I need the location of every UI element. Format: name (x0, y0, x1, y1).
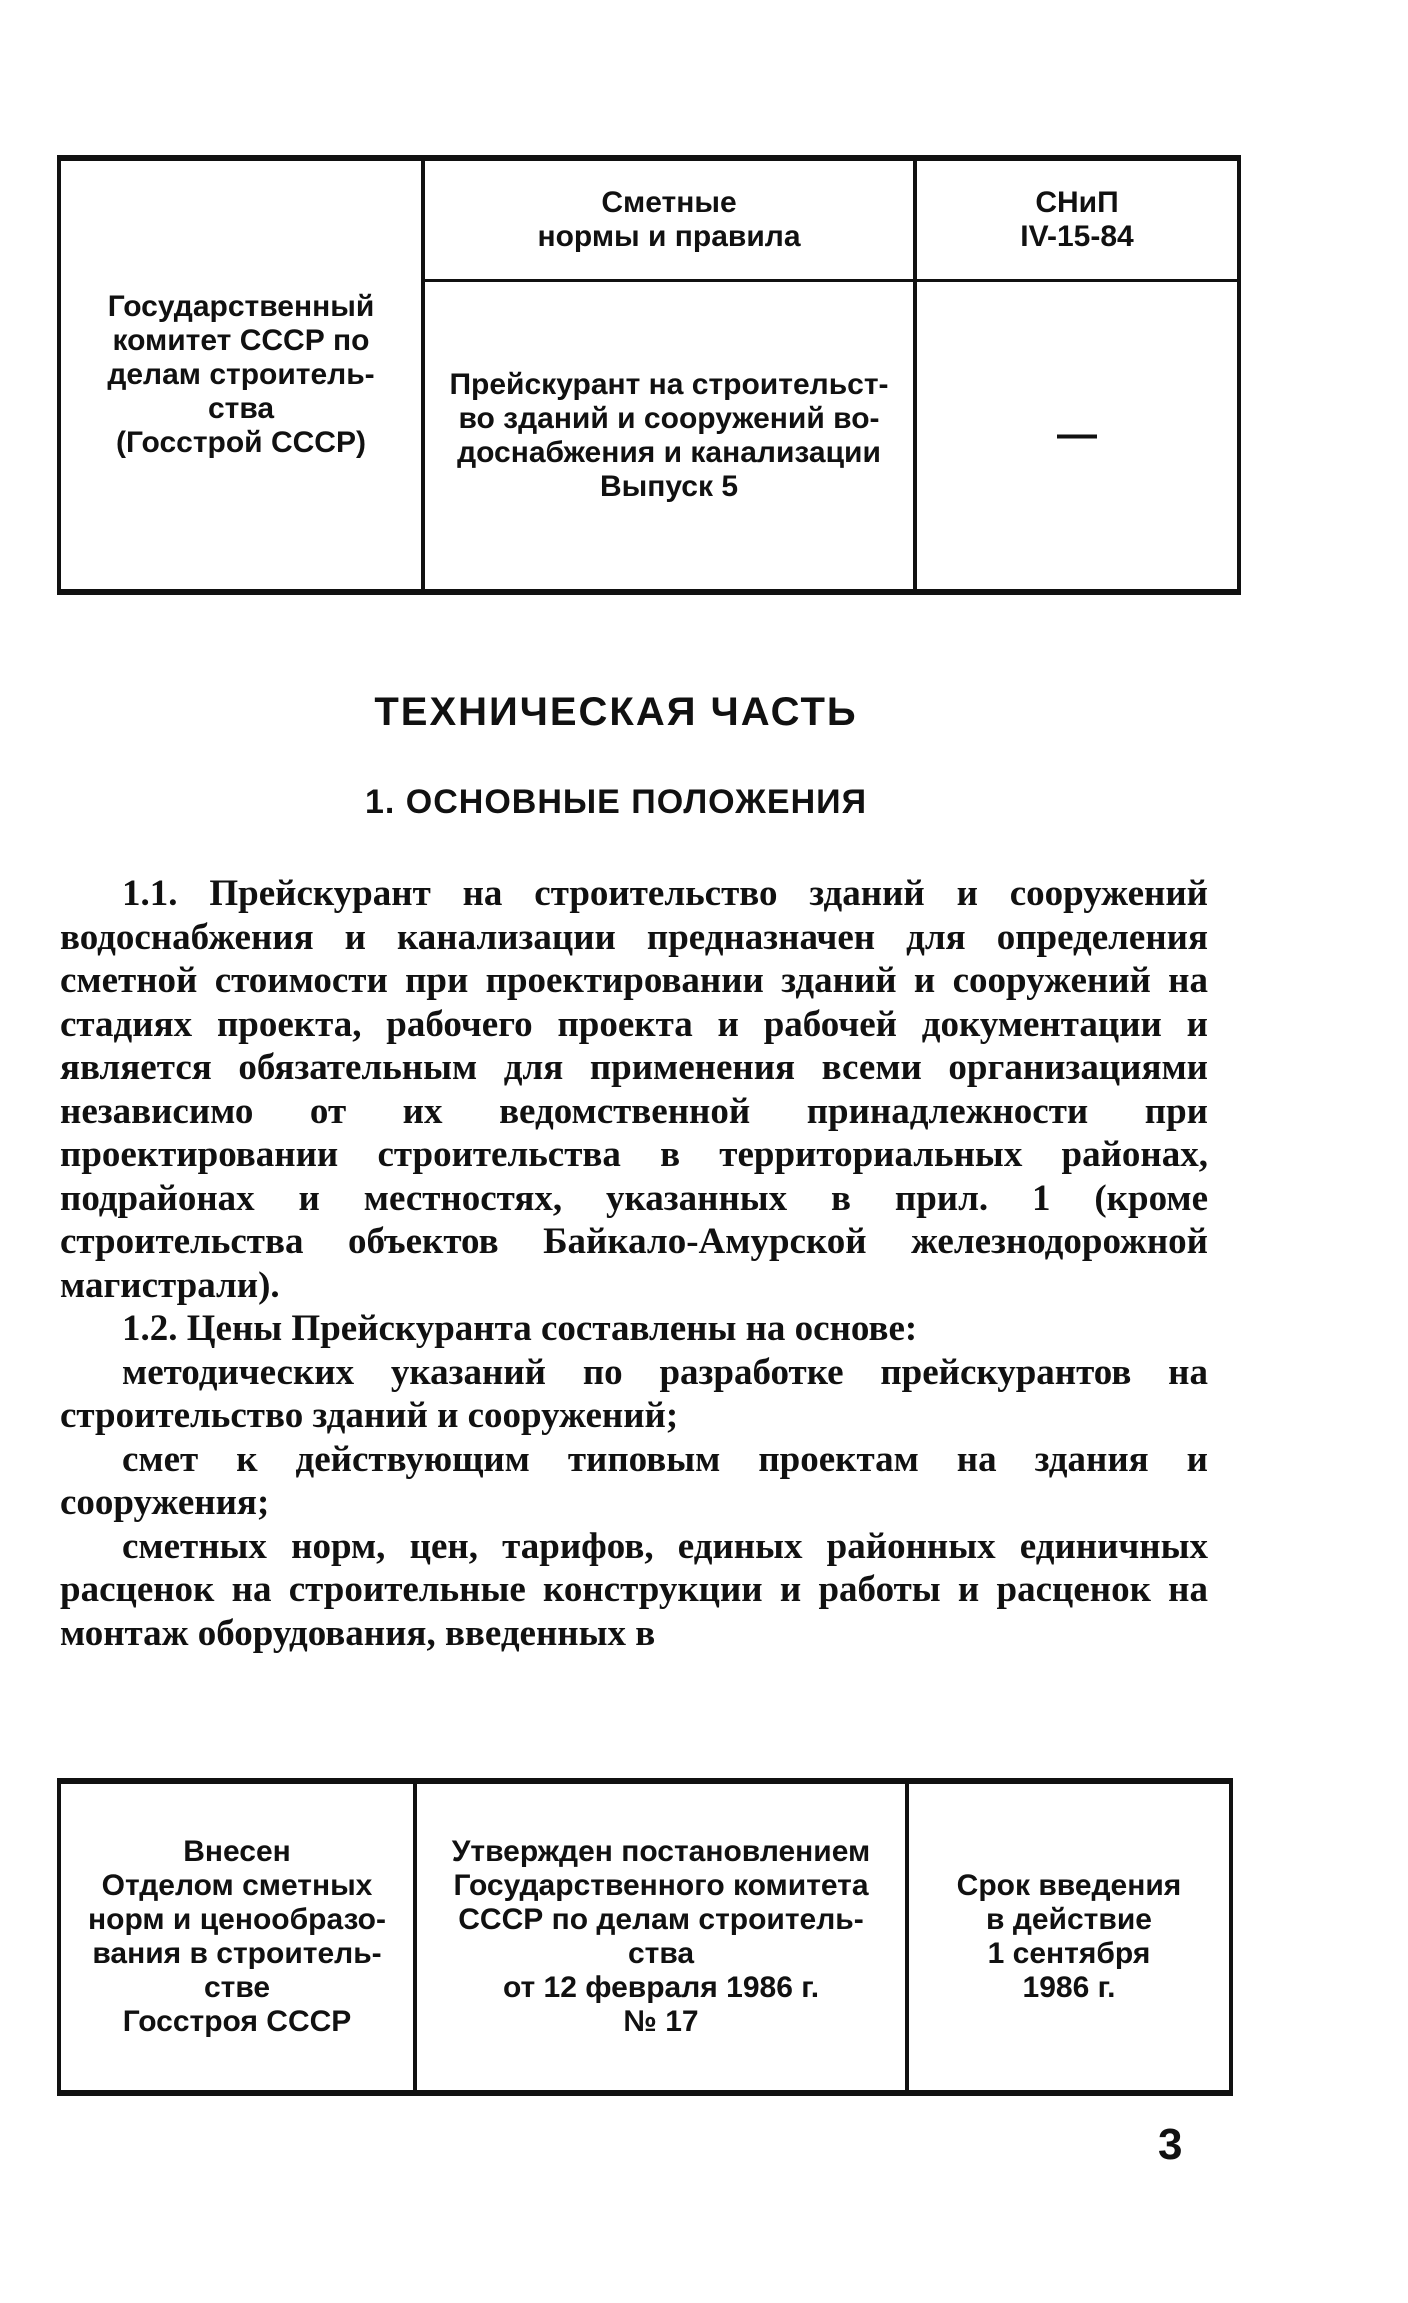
page-number: 3 (1158, 2120, 1183, 2169)
approved-by-cell (415, 1781, 907, 2093)
approved-by-line: № 17 (623, 2005, 699, 2038)
effective-date-line: 1986 г. (1022, 1971, 1116, 2004)
issuer-line: комитет СССР по (112, 324, 370, 357)
doc-type-cell (423, 158, 915, 281)
approved-by-line: Государственного комитета (453, 1869, 869, 1902)
approved-by-line: от 12 февраля 1986 г. (502, 1971, 820, 2004)
paragraph: смет к действующим типовым проектам на здания и сооружения; (60, 1438, 1208, 1523)
doc-title-line: доснабжения и канализации (457, 435, 881, 469)
doc-type-line: нормы и правила (537, 220, 801, 253)
doc-title-line: Прейскурант на строительст- (449, 367, 889, 401)
approved-by-line: ства (627, 1937, 695, 1970)
issuer-line: делам строитель- (107, 358, 375, 391)
introduced-by-line: Внесен (183, 1835, 291, 1868)
doc-title-line: во зданий и сооружений во- (458, 401, 880, 435)
footer-table (57, 1778, 1233, 2096)
effective-date-line: Срок введения (956, 1869, 1182, 1902)
replaces-dash: — (1057, 411, 1097, 456)
paragraph: 1.1. Прейскурант на строительство зданий и сооружений водоснабжения и канализации предназначен для определения сметной стоимости при проектировании зданий и сооружений на стадиях проекта, рабочего проекта и рабочей документации и является обязательным для применения всеми организациями независимо от их ведомственной принадлежности при проектировании строительства в территориальных районах, подрайонах и местностях, указанных в прил. 1 (кроме строительства объектов Байкало-Амурской железнодорожной магистрали). (60, 873, 1208, 1306)
doc-type-line: Сметные (601, 186, 737, 219)
issuer-cell (59, 158, 423, 592)
effective-date-cell (907, 1781, 1231, 2093)
introduced-by-line: Отделом сметных (101, 1869, 373, 1902)
paragraph: 1.2. Цены Прейскуранта составлены на основе: (122, 1308, 918, 1349)
effective-date-line: 1 сентября (987, 1937, 1151, 1970)
introduced-by-line: норм и ценообразо- (88, 1903, 386, 1936)
doc-title-line: Выпуск 5 (599, 469, 739, 503)
doc-title-cell (423, 281, 915, 593)
subsection-title: 1. ОСНОВНЫЕ ПОЛОЖЕНИЯ (364, 783, 868, 821)
approved-by-line: Утвержден постановлением (451, 1835, 871, 1868)
body-text (60, 872, 1208, 1655)
paragraph: сметных норм, цен, тарифов, единых районных единичных расценок на строительные конструкции и работы и расценок на монтаж оборудования, введенных в (60, 1525, 1208, 1654)
introduced-by-line: Госстроя СССР (122, 2005, 352, 2038)
replaces-cell (915, 281, 1239, 593)
introduced-by-line: вания в строитель- (92, 1937, 382, 1970)
paragraph: методических указаний по разработке прейскурантов на строительство зданий и сооружений; (60, 1351, 1208, 1436)
introduced-by-line: стве (203, 1971, 271, 2004)
doc-code-line: СНиП (1035, 186, 1119, 219)
doc-code-cell (915, 158, 1239, 281)
doc-code-line: IV-15-84 (1020, 220, 1134, 253)
section-title: ТЕХНИЧЕСКАЯ ЧАСТЬ (374, 690, 858, 734)
introduced-by-cell (59, 1781, 415, 2093)
issuer-line: ства (207, 392, 275, 425)
effective-date-line: в действие (986, 1903, 1152, 1936)
issuer-line: (Госстрой СССР) (116, 426, 366, 459)
issuer-line: Государственный (107, 290, 375, 323)
header-table (57, 155, 1241, 595)
approved-by-line: СССР по делам строитель- (458, 1903, 864, 1936)
